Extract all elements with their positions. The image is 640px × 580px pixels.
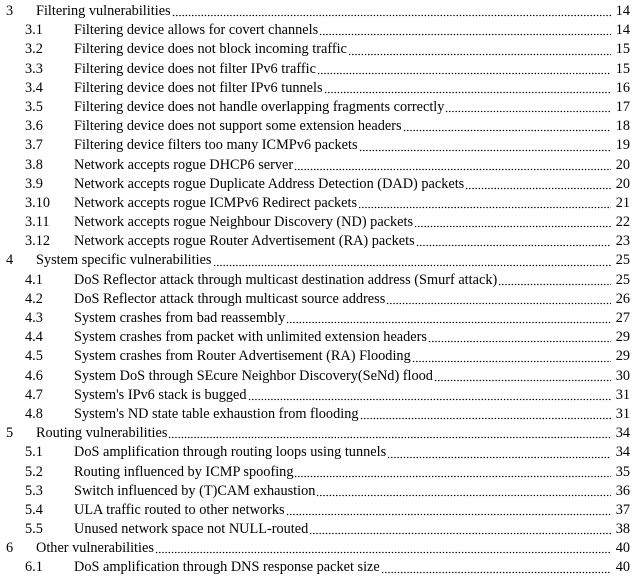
- toc-entry-line: [74, 232, 630, 251]
- toc-entry-line: [74, 156, 630, 175]
- toc-section-entry[interactable]: [0, 21, 640, 40]
- toc-entry-title: Filtering device filters too many ICMPv6 packets: [74, 137, 358, 154]
- dot-leader: [348, 42, 611, 56]
- toc-entry-page-number: 37: [615, 501, 630, 518]
- toc-entry-title: System's ND state table exhaustion from flooding: [74, 405, 359, 422]
- toc-section-entry[interactable]: [0, 156, 640, 175]
- toc-section-entry[interactable]: [0, 117, 640, 136]
- toc-entry-title: Network accepts rogue Neighbour Discovery (ND) packets: [74, 214, 414, 231]
- toc-section-entry[interactable]: [0, 328, 640, 347]
- toc-entry-number: 3.3: [25, 60, 43, 77]
- dot-leader: [434, 368, 611, 382]
- toc-entry-number: 3.2: [25, 41, 43, 58]
- toc-entry-page-number: 40: [615, 559, 630, 576]
- toc-entry-line: [74, 347, 630, 366]
- toc-entry-page-number: 23: [615, 233, 630, 250]
- toc-entry-page-number: 18: [615, 118, 630, 135]
- toc-section-entry[interactable]: [0, 60, 640, 79]
- toc-section-entry[interactable]: [0, 194, 640, 213]
- toc-entry-number: 6.1: [25, 559, 43, 576]
- toc-entry-number: 3.4: [25, 79, 43, 96]
- toc-section-entry[interactable]: [0, 347, 640, 366]
- toc-entry-title: Switch influenced by (T)CAM exhaustion: [74, 482, 316, 499]
- toc-entry-number: 4.8: [25, 405, 43, 422]
- dot-leader: [155, 540, 611, 554]
- toc-entry-number: 4.2: [25, 290, 43, 307]
- toc-entry-page-number: 22: [615, 214, 630, 231]
- toc-entry-title: Unused network space not NULL-routed: [74, 521, 309, 538]
- toc-section-entry[interactable]: [0, 367, 640, 386]
- toc-section-entry[interactable]: [0, 213, 640, 232]
- toc-entry-page-number: 35: [615, 463, 630, 480]
- toc-entry-title: Filtering device does not filter IPv6 tunnels: [74, 79, 323, 96]
- toc-section-entry[interactable]: [0, 463, 640, 482]
- toc-entry-title: Filtering device does not filter IPv6 traffic: [74, 60, 316, 77]
- toc-entry-number: 5.1: [25, 444, 43, 461]
- dot-leader: [358, 195, 611, 209]
- dot-leader: [386, 291, 611, 305]
- dot-leader: [172, 3, 611, 17]
- toc-entry-title: DoS amplification through DNS response packet size: [74, 559, 380, 576]
- toc-section-entry[interactable]: [0, 405, 640, 424]
- toc-entry-page-number: 20: [615, 175, 630, 192]
- toc-entry-number: 4: [6, 252, 14, 269]
- toc-entry-number: 5.3: [25, 482, 43, 499]
- toc-entry-line: [74, 21, 630, 40]
- dot-leader: [412, 349, 611, 363]
- dot-leader: [416, 233, 611, 247]
- toc-entry-line: [74, 98, 630, 117]
- dot-leader: [359, 138, 611, 152]
- dot-leader: [414, 214, 611, 228]
- toc-entry-line: [74, 194, 630, 213]
- toc-entry-line: [74, 405, 630, 424]
- toc-entry-title: System specific vulnerabilities: [36, 252, 212, 269]
- dot-leader: [286, 502, 611, 516]
- dot-leader: [324, 80, 611, 94]
- toc-entry-line: [74, 40, 630, 59]
- toc-entry-page-number: 19: [615, 137, 630, 154]
- toc-entry-number: 3: [6, 3, 14, 19]
- dot-leader: [428, 329, 611, 343]
- toc-entry-number: 3.1: [25, 22, 43, 39]
- toc-entry-title: ULA traffic routed to other networks: [74, 501, 285, 518]
- toc-entry-page-number: 30: [615, 367, 630, 384]
- toc-entry-title: Filtering vulnerabilities: [36, 3, 171, 19]
- toc-entry-title: Filtering device allows for covert channels: [74, 22, 319, 39]
- toc-entry-line: [74, 520, 630, 539]
- toc-chapter-entry[interactable]: [0, 539, 640, 558]
- toc-chapter-entry[interactable]: [0, 424, 640, 443]
- dot-leader: [465, 176, 611, 190]
- toc-entry-line: [74, 117, 630, 136]
- toc-entry-title: System's IPv6 stack is bugged: [74, 386, 247, 403]
- toc-entry-page-number: 31: [615, 386, 630, 403]
- dot-leader: [294, 464, 611, 478]
- toc-section-entry[interactable]: [0, 520, 640, 539]
- toc-entry-line: [74, 60, 630, 79]
- toc-entry-number: 3.6: [25, 118, 43, 135]
- toc-section-entry[interactable]: [0, 443, 640, 462]
- toc-entry-page-number: 25: [615, 271, 630, 288]
- toc-entry-number: 3.5: [25, 98, 43, 115]
- toc-section-entry[interactable]: [0, 309, 640, 328]
- dot-leader: [168, 425, 611, 439]
- toc-chapter-entry[interactable]: [0, 251, 640, 270]
- dot-leader: [213, 253, 612, 267]
- toc-entry-line: [74, 271, 630, 290]
- toc-entry-page-number: 36: [615, 482, 630, 499]
- toc-entry-page-number: 16: [615, 79, 630, 96]
- dot-leader: [316, 483, 611, 497]
- dot-leader: [381, 560, 611, 574]
- toc-entry-page-number: 21: [615, 194, 630, 211]
- toc-entry-number: 4.3: [25, 310, 43, 326]
- table-of-contents: [0, 2, 640, 578]
- dot-leader: [387, 445, 611, 459]
- toc-section-entry[interactable]: [0, 271, 640, 290]
- dot-leader: [319, 22, 611, 36]
- toc-entry-page-number: 40: [615, 540, 630, 557]
- toc-entry-line: [36, 2, 630, 21]
- toc-entry-line: [36, 424, 630, 443]
- toc-entry-title: Network accepts rogue ICMPv6 Redirect packets: [74, 194, 358, 211]
- toc-entry-title: Network accepts rogue DHCP6 server: [74, 156, 294, 173]
- toc-section-entry[interactable]: [0, 501, 640, 520]
- toc-section-entry[interactable]: [0, 290, 640, 309]
- toc-entry-line: [36, 251, 630, 270]
- toc-entry-line: [74, 213, 630, 232]
- toc-section-entry[interactable]: [0, 40, 640, 59]
- toc-entry-title: Other vulnerabilities: [36, 540, 154, 557]
- toc-section-entry[interactable]: [0, 386, 640, 405]
- toc-entry-page-number: 29: [615, 348, 630, 365]
- toc-entry-line: [36, 539, 630, 558]
- toc-entry-title: Network accepts rogue Router Advertisement (RA) packets: [74, 233, 415, 250]
- toc-entry-line: [74, 367, 630, 386]
- toc-entry-number: 5.4: [25, 501, 43, 518]
- toc-section-entry[interactable]: [0, 482, 640, 501]
- toc-entry-title: Filtering device does not support some extension headers: [74, 118, 402, 135]
- toc-entry-number: 4.7: [25, 386, 43, 403]
- toc-entry-page-number: 15: [615, 41, 630, 58]
- toc-entry-page-number: 14: [615, 3, 630, 19]
- dot-leader: [445, 99, 611, 113]
- toc-entry-title: Filtering device does not handle overlapping fragments correctly: [74, 98, 445, 115]
- dot-leader: [248, 387, 611, 401]
- toc-entry-title: Network accepts rogue Duplicate Address Detection (DAD) packets: [74, 175, 465, 192]
- dot-leader: [498, 272, 611, 286]
- toc-entry-page-number: 27: [615, 310, 630, 326]
- toc-entry-line: [74, 290, 630, 309]
- toc-entry-page-number: 25: [615, 252, 630, 269]
- dot-leader: [360, 406, 612, 420]
- toc-entry-page-number: 31: [615, 405, 630, 422]
- toc-section-entry[interactable]: [0, 175, 640, 194]
- toc-entry-number: 5.5: [25, 521, 43, 538]
- toc-entry-page-number: 26: [615, 290, 630, 307]
- toc-entry-page-number: 14: [615, 22, 630, 39]
- toc-entry-title: System crashes from packet with unlimited extension headers: [74, 329, 427, 346]
- toc-section-entry[interactable]: [0, 558, 640, 577]
- toc-entry-line: [74, 175, 630, 194]
- toc-entry-page-number: 34: [615, 425, 630, 442]
- toc-entry-title: System DoS through SEcure Neighbor Discovery(SeNd) flood: [74, 367, 433, 384]
- toc-entry-line: [74, 328, 630, 347]
- toc-entry-number: 3.10: [25, 194, 51, 211]
- dot-leader: [403, 118, 611, 132]
- dot-leader: [294, 157, 611, 171]
- toc-entry-line: [74, 309, 630, 328]
- toc-entry-page-number: 34: [615, 444, 630, 461]
- toc-entry-number: 3.9: [25, 175, 43, 192]
- toc-section-entry[interactable]: [0, 136, 640, 155]
- toc-entry-number: 4.4: [25, 329, 43, 346]
- toc-entry-title: DoS Reflector attack through multicast source address: [74, 290, 386, 307]
- toc-entry-number: 6: [6, 540, 14, 557]
- toc-entry-line: [74, 501, 630, 520]
- toc-entry-title: DoS amplification through routing loops using tunnels: [74, 444, 387, 461]
- toc-section-entry[interactable]: [0, 232, 640, 251]
- dot-leader: [309, 521, 611, 535]
- toc-entry-number: 3.8: [25, 156, 43, 173]
- toc-entry-page-number: 29: [615, 329, 630, 346]
- toc-entry-line: [74, 463, 630, 482]
- toc-entry-line: [74, 558, 630, 577]
- toc-chapter-entry[interactable]: [0, 2, 640, 21]
- toc-entry-page-number: 15: [615, 60, 630, 77]
- toc-section-entry[interactable]: [0, 79, 640, 98]
- toc-entry-number: 3.11: [25, 214, 50, 231]
- toc-entry-number: 4.5: [25, 348, 43, 365]
- dot-leader: [317, 61, 611, 75]
- toc-entry-title: System crashes from bad reassembly: [74, 310, 286, 326]
- toc-entry-number: 5: [6, 425, 14, 442]
- toc-entry-title: DoS Reflector attack through multicast destination address (Smurf attack): [74, 271, 498, 288]
- toc-entry-number: 3.12: [25, 233, 51, 250]
- toc-entry-page-number: 38: [615, 521, 630, 538]
- toc-entry-line: [74, 386, 630, 405]
- toc-entry-title: Routing vulnerabilities: [36, 425, 168, 442]
- toc-entry-number: 4.1: [25, 271, 43, 288]
- toc-entry-line: [74, 136, 630, 155]
- toc-entry-number: 4.6: [25, 367, 43, 384]
- toc-entry-line: [74, 443, 630, 462]
- toc-entry-number: 3.7: [25, 137, 43, 154]
- toc-entry-title: Routing influenced by ICMP spoofing: [74, 463, 294, 480]
- toc-entry-number: 5.2: [25, 463, 43, 480]
- toc-entry-title: System crashes from Router Advertisement (RA) Flooding: [74, 348, 411, 365]
- toc-entry-line: [74, 79, 630, 98]
- toc-entry-line: [74, 482, 630, 501]
- toc-entry-title: Filtering device does not block incoming traffic: [74, 41, 347, 58]
- dot-leader: [286, 310, 611, 324]
- toc-entry-page-number: 20: [615, 156, 630, 173]
- toc-section-entry[interactable]: [0, 98, 640, 117]
- toc-entry-page-number: 17: [615, 98, 630, 115]
